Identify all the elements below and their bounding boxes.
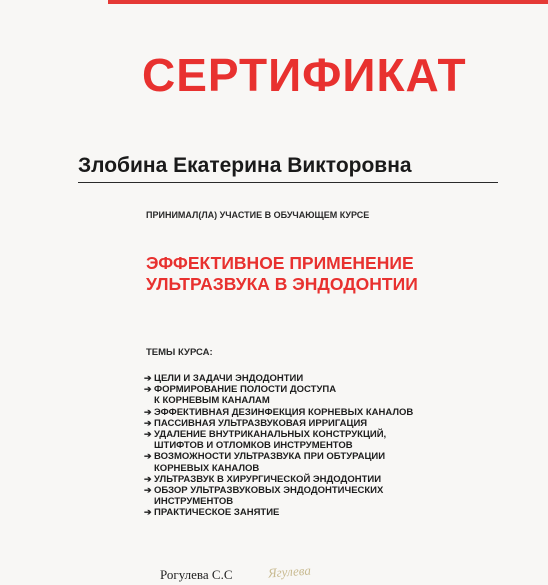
course-title-line2: УЛЬТРАЗВУКА В ЭНДОДОНТИИ	[146, 274, 418, 294]
topic-item	[144, 451, 413, 473]
recipient-name: Злобина Екатерина Викторовна	[78, 154, 412, 177]
participation-text: ПРИНИМАЛ(ЛА) УЧАСТИЕ В ОБУЧАЮЩЕМ КУРСЕ	[146, 210, 370, 220]
handwritten-signature: Ягулева	[267, 562, 312, 581]
topic-text: ВОЗМОЖНОСТИ УЛЬТРАЗВУКА ПРИ ОБТУРАЦИИ КОРНЕВЫХ КАНАЛОВ	[154, 451, 386, 474]
arrow-right-icon: ➔	[144, 485, 152, 496]
topic-text: ЭФФЕКТИВНАЯ ДЕЗИНФЕКЦИЯ КОРНЕВЫХ КАНАЛОВ	[154, 406, 414, 418]
topic-text: ФОРМИРОВАНИЕ ПОЛОСТИ ДОСТУПА К КОРНЕВЫМ КАНАЛАМ	[154, 384, 337, 407]
arrow-right-icon: ➔	[144, 473, 152, 484]
topics-list	[144, 373, 413, 519]
arrow-right-icon: ➔	[144, 429, 152, 440]
certificate-title: СЕРТИФИКАТ	[142, 49, 467, 101]
topic-item	[144, 418, 413, 429]
topic-text: УЛЬТРАЗВУК В ХИРУРГИЧЕСКОЙ ЭНДОДОНТИИ	[154, 473, 382, 485]
topics-heading: ТЕМЫ КУРСА:	[146, 347, 213, 358]
topic-text: ОБЗОР УЛЬТРАЗВУКОВЫХ ЭНДОДОНТИЧЕСКИХ ИНСТРУМЕНТОВ	[154, 485, 384, 508]
arrow-right-icon: ➔	[144, 384, 152, 395]
signer-name: Рогулева С.С	[160, 567, 233, 582]
arrow-right-icon: ➔	[144, 406, 152, 417]
top-accent-bar	[108, 0, 548, 4]
arrow-right-icon: ➔	[144, 417, 152, 428]
topic-item	[144, 485, 413, 507]
topic-item	[144, 407, 413, 418]
arrow-right-icon: ➔	[144, 373, 152, 383]
topic-text: УДАЛЕНИЕ ВНУТРИКАНАЛЬНЫХ КОНСТРУКЦИЙ, ШТИФТОВ И ОТЛОМКОВ ИНСТРУМЕНТОВ	[154, 429, 387, 452]
arrow-right-icon: ➔	[144, 507, 152, 518]
course-title-line1: ЭФФЕКТИВНОЕ ПРИМЕНЕНИЕ	[146, 253, 414, 273]
topic-item	[144, 507, 413, 518]
topic-item	[144, 474, 413, 485]
topic-item	[144, 429, 413, 451]
topic-item	[144, 384, 413, 406]
course-title	[146, 253, 418, 295]
arrow-right-icon: ➔	[144, 451, 152, 462]
topic-text: ПАССИВНАЯ УЛЬТРАЗВУКОВАЯ ИРРИГАЦИЯ	[154, 417, 368, 429]
topic-text: ЦЕЛИ И ЗАДАЧИ ЭНДОДОНТИИ	[154, 373, 304, 384]
topic-item	[144, 373, 413, 384]
name-underline	[78, 182, 498, 183]
topic-text: ПРАКТИЧЕСКОЕ ЗАНЯТИЕ	[154, 507, 280, 519]
